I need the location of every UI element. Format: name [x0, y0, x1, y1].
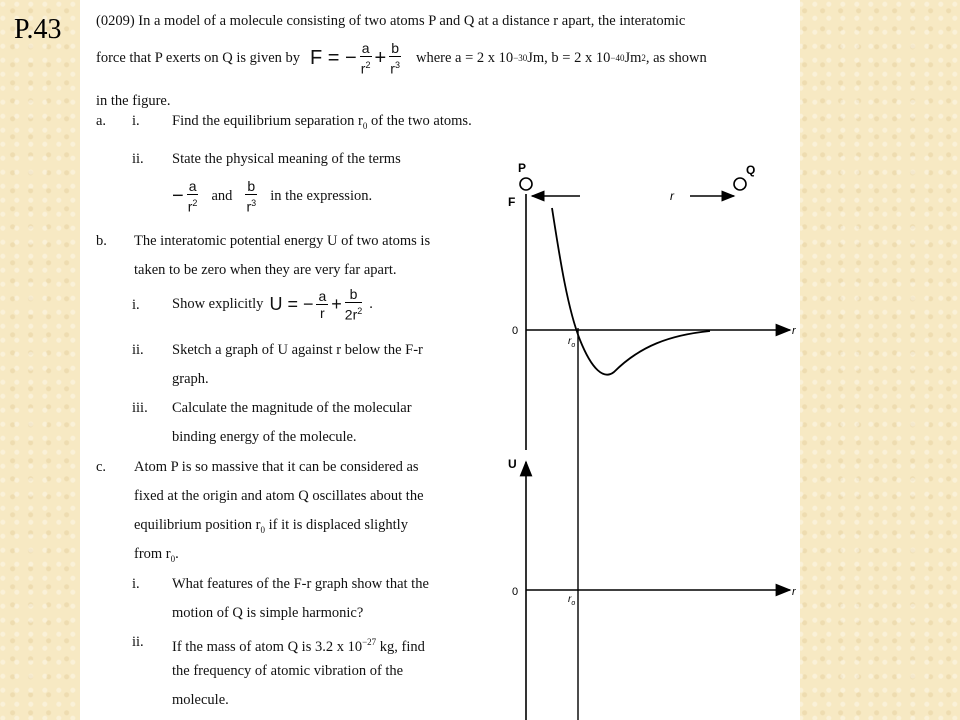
part-c-i-text-1: What features of the F-r graph show that the — [172, 576, 429, 592]
intro-tail: , as shown — [645, 50, 707, 66]
intro-line-2-text: force that P exerts on Q is given by — [96, 50, 301, 66]
r-label-f-graph: r — [792, 325, 796, 337]
part-c-ii-num: ii. — [132, 634, 144, 650]
slide-label: P.43 — [14, 14, 62, 45]
c-text4: from r — [134, 546, 171, 562]
a-ii-and: and — [211, 188, 233, 204]
part-b-iii-text-2: binding energy of the molecule. — [172, 429, 357, 445]
a-i-text: Find the equilibrium separation r — [172, 113, 363, 129]
a-ii-num-a: a — [188, 177, 197, 194]
c-ii-tail: kg, find — [376, 638, 425, 655]
c-ii-text1: If the mass of atom Q is 3.2 x 10 — [172, 638, 363, 655]
b-i-den-r: r — [320, 304, 325, 321]
part-c-ii-text-1 — [172, 633, 425, 656]
label-q: Q — [746, 163, 756, 177]
intro-line-3: in the figure. — [96, 93, 171, 109]
part-c-i-text-2: motion of Q is simple harmonic? — [172, 605, 364, 621]
label-r-separation: r — [670, 189, 674, 203]
part-b-i-text: Show explicitly U = − $\frac{a}{r}$ + $\frac{b}{2r^2}$ . — [172, 285, 373, 323]
part-c-ii-text-2: the frequency of atomic vibration of the — [172, 663, 404, 679]
intro-line-1: (0209) In a model of a molecule consisting of two atoms P and Q at a distance r apart, the interatomic — [96, 13, 686, 29]
question-sheet — [80, 0, 800, 720]
force-lhs: F = − — [310, 47, 357, 69]
force-fraction-b: $\frac{b}{r^3}$ — [390, 39, 400, 77]
zero-u: 0 — [512, 586, 519, 598]
frac-num-b: b — [391, 39, 400, 56]
frac-den-r2: r — [360, 60, 366, 77]
part-b-iii-text-1: Calculate the magnitude of the molecular — [172, 400, 412, 416]
r0-label-u-graph: $r_o$ — [568, 594, 576, 607]
a-unit-b: Jm, b = 2 x 10 — [527, 50, 611, 66]
atom-q-icon — [734, 178, 746, 190]
b-i-num-b: b — [345, 286, 362, 303]
label-f-axis: F — [508, 195, 516, 209]
part-b-ii-num: ii. — [132, 342, 144, 358]
part-b-text-1: The interatomic potential energy U of two atoms is — [134, 233, 431, 249]
part-b-ii-text-2: graph. — [172, 371, 209, 387]
b-i-den-2r: 2r — [344, 306, 358, 323]
part-a-ii-num: ii. — [132, 151, 144, 167]
exp-a: −30 — [513, 53, 528, 63]
f-r-and-u-r-figure — [500, 150, 800, 720]
constants-text: where a = 2 x 10 — [416, 50, 514, 66]
c-text3-tail: if it is displaced slightly — [264, 517, 408, 533]
frac-num-a: a — [361, 39, 370, 56]
b-i-text: Show explicitly — [172, 296, 264, 312]
part-c-ii-text-3: molecule. — [172, 692, 229, 708]
part-a-i-num: i. — [132, 113, 140, 129]
part-b-text-2: taken to be zero when they are very far apart. — [134, 262, 397, 278]
plus-sign: + — [374, 47, 387, 69]
f-r-curve — [552, 208, 710, 375]
b-unit: Jm — [624, 50, 642, 66]
part-b-i-num: i. — [132, 297, 140, 313]
part-a-label: a. — [96, 113, 107, 129]
c-ii-exp: −27 — [362, 637, 377, 647]
label-p: P — [518, 161, 527, 175]
part-a-i-text: Find the equilibrium separation $r_0$ of the two atoms. — [172, 113, 472, 131]
label-u-axis: U — [508, 457, 517, 471]
r0-label-f-graph: $r_o$ — [568, 336, 576, 349]
part-b-ii-text-1: Sketch a graph of U against r below the F-r — [172, 342, 423, 358]
b-i-eq: U = − — [269, 294, 314, 314]
a-ii-tail: in the expression. — [270, 188, 373, 204]
a-i-tail: of the two atoms. — [367, 113, 472, 129]
part-c-text-4: from $r_0$. — [134, 546, 179, 564]
part-a-ii-text: State the physical meaning of the terms — [172, 151, 401, 167]
intro-line-2: force that P exerts on Q is given by F = − $\frac{a}{r^2}$ + $\frac{b}{r^3}$ where a = 2 x 10 −30 Jm, b = 2 x 10 −40 Jm 2 , as shown — [96, 39, 707, 77]
part-b-label: b. — [96, 233, 107, 249]
a-ii-den-r2: r — [187, 198, 193, 215]
part-c-text-1: Atom P is so massive that it can be considered as — [134, 459, 419, 475]
a-ii-den-r3: r — [246, 198, 252, 215]
part-c-text-2: fixed at the origin and atom Q oscillates about the — [134, 488, 424, 504]
part-c-i-num: i. — [132, 576, 140, 592]
r-label-u-graph: r — [792, 586, 796, 598]
c-text3: equilibrium position r — [134, 517, 261, 533]
force-fraction-a: $\frac{a}{r^2}$ — [360, 39, 371, 77]
part-b-iii-num: iii. — [132, 400, 148, 416]
a-ii-num-b: b — [247, 177, 256, 194]
frac-den-r3: r — [390, 60, 395, 77]
part-a-ii-expr: − $\frac{a}{r^2}$ and $\frac{b}{r^3}$ in the expression. — [172, 177, 373, 215]
atom-p-icon — [520, 178, 532, 190]
exp-b: −40 — [610, 53, 625, 63]
b-i-num-a: a — [318, 287, 327, 304]
part-c-label: c. — [96, 459, 107, 475]
part-c-text-3: equilibrium position $r_0$ if it is displaced slightly — [134, 517, 408, 535]
zero-f: 0 — [512, 325, 519, 337]
